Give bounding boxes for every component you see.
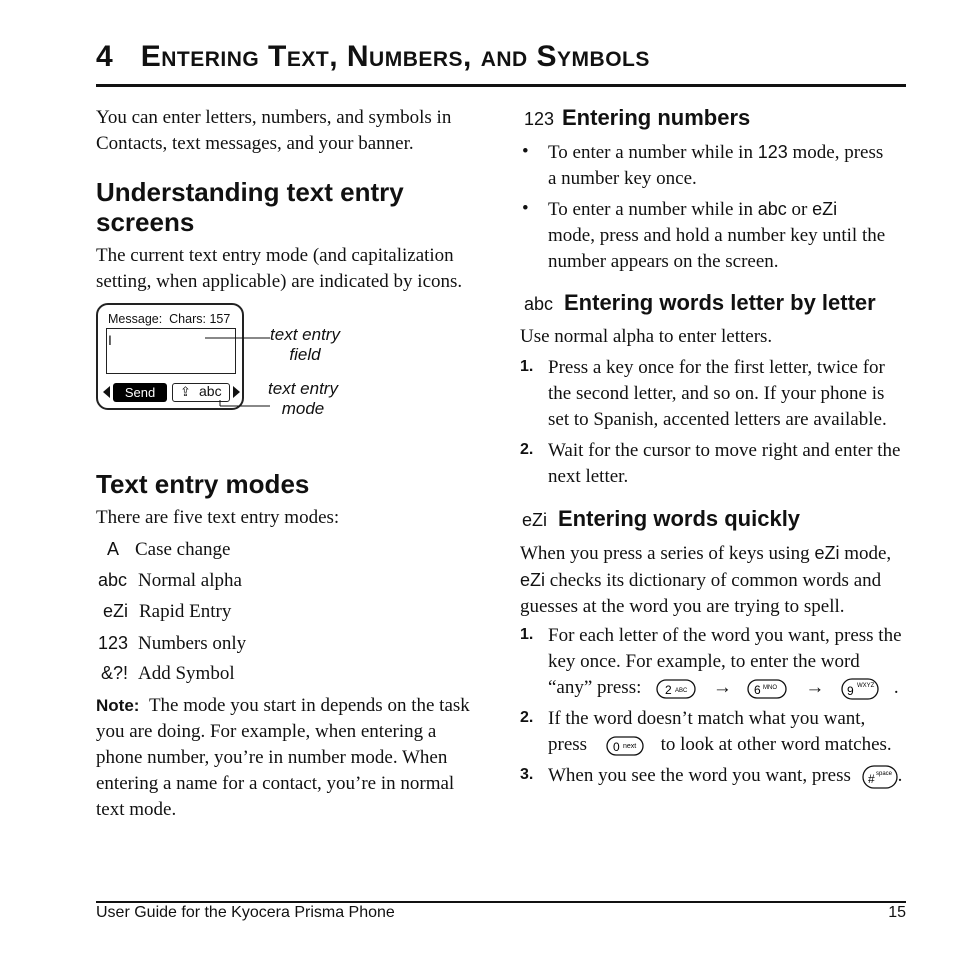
normal-alpha-icon: abc (98, 570, 128, 590)
key-letters: next (622, 742, 637, 750)
note-line: entering a name for a contact, you’re in normal (96, 773, 455, 794)
heading-letter-by-letter (524, 290, 876, 317)
key-2-icon (656, 679, 696, 699)
paragraph-text: When you press a series of keys using (520, 543, 810, 564)
mode-label: Normal alpha (138, 570, 242, 591)
note-line: The mode you start in depends on the task (148, 695, 470, 716)
step-item (548, 355, 887, 433)
key-number: 2 (665, 682, 672, 697)
list-item (101, 660, 235, 687)
callout-text-entry-field (264, 325, 346, 365)
bullet-text: mode, press (792, 142, 884, 163)
bullet-text: number appears on the screen. (548, 251, 779, 272)
section-title-modes: Text entry modes (96, 469, 310, 499)
add-symbol-icon: &?! (101, 663, 129, 683)
mode-label: Add Symbol (138, 663, 235, 684)
modes-intro: There are five text entry modes: (96, 507, 340, 528)
step-text: the second letter, and so on. If your phone is (548, 383, 885, 404)
step-item (548, 763, 902, 789)
note-line: you are doing. For example, when entering a (96, 721, 437, 742)
bullet-text: a number key once. (548, 168, 697, 189)
screen-cursor: I (108, 332, 112, 348)
callout-text-entry-mode (262, 379, 344, 419)
bullet-item (548, 139, 883, 192)
left-arrow-icon (102, 385, 112, 399)
chapter-heading (96, 40, 650, 74)
header-rule (96, 84, 906, 87)
footer-title: User Guide for the Kyocera Prisma Phone (96, 904, 395, 921)
key-hash-space-icon (862, 765, 898, 789)
screen-mode-text: abc (199, 383, 222, 399)
key-letters: ABC (675, 687, 688, 694)
page-number: 15 (888, 904, 906, 921)
callout-line: field (289, 345, 321, 364)
step-text: If the word doesn’t match what you want, (548, 708, 866, 729)
paragraph-text: checks its dictionary of common words and (549, 570, 882, 591)
list-item (103, 598, 231, 625)
heading-text: Entering words quickly (558, 506, 801, 531)
key-6-icon (747, 679, 787, 699)
heading-text: Entering numbers (562, 105, 751, 130)
heading-words-quickly (522, 506, 800, 533)
key-number: 9 (847, 683, 854, 698)
section-title-line: screens (96, 207, 195, 237)
step-item (548, 706, 892, 758)
intro-paragraph: You can enter letters, numbers, and symbols in Contacts, text messages, and your banner. (96, 107, 452, 154)
list-item (98, 630, 246, 657)
paragraph-text: mode, (844, 543, 892, 564)
step-item (548, 438, 901, 490)
key-letters: space (875, 770, 892, 777)
screen-header (108, 312, 230, 326)
key-number: 0 (612, 739, 620, 754)
key-letters: WXYZ (857, 682, 875, 689)
bullet-text: mode, press and hold a number key until the (548, 225, 886, 246)
step-text: key once. For example, to enter the word (548, 651, 860, 672)
numbers-only-icon: 123 (98, 633, 129, 653)
rapid-entry-icon: eZi (814, 543, 840, 563)
key-9-icon (841, 678, 879, 700)
key-0-next-icon (606, 736, 644, 756)
chapter-title: Entering Text, Numbers, and Symbols (140, 40, 650, 73)
screen-char-count: Chars: 157 (169, 312, 231, 326)
rapid-entry-icon: eZi (812, 199, 838, 219)
arrow-glyph: → (712, 677, 732, 698)
section-title-line: Understanding text entry (96, 177, 404, 207)
arrow-glyph: → (805, 677, 825, 698)
step-text: next letter. (548, 466, 629, 487)
period: . (897, 765, 903, 786)
step-text: “any” press: (548, 677, 642, 698)
bullet-marker: • (522, 141, 529, 162)
numbers-mode-icon: 123 (524, 109, 555, 129)
note-label: Note: (96, 696, 140, 715)
step-text: Wait for the cursor to move right and enter the (548, 440, 901, 461)
mode-label: Case change (135, 539, 231, 560)
bullet-item (548, 196, 885, 275)
numbers-mode-icon: 123 (757, 142, 788, 162)
step-text: For each letter of the word you want, press the (548, 625, 902, 646)
chapter-number: 4 (96, 40, 113, 73)
key-number: 6 (753, 682, 761, 697)
note-line: phone number, you’re in number mode. When (96, 747, 448, 768)
step-number: 1. (520, 626, 534, 643)
step-text: Press a key once for the first letter, twice for (548, 357, 885, 378)
step-text: to look at other word matches. (660, 734, 892, 755)
screen-send-softkey: Send (113, 383, 167, 402)
step-text: press (548, 734, 588, 755)
bullet-text: or (791, 199, 808, 220)
screen-header-left: Message: (108, 312, 163, 326)
normal-alpha-icon: abc (757, 199, 787, 219)
step-item (548, 623, 902, 701)
rapid-entry-icon: eZi (103, 601, 129, 621)
case-change-icon: A (107, 539, 120, 559)
key-letters: MNO (762, 684, 777, 691)
list-item (107, 536, 230, 563)
key-number: # (867, 771, 875, 786)
list-item (98, 567, 242, 594)
letter-intro: Use normal alpha to enter letters. (520, 326, 773, 347)
bullet-marker: • (522, 198, 529, 219)
step-number: 3. (520, 766, 534, 783)
heading-text: Entering words letter by letter (564, 290, 876, 315)
mode-label: Numbers only (138, 633, 247, 654)
caps-icon: ⇪ (180, 384, 191, 399)
section-title-understanding (96, 177, 404, 237)
callout-line: text entry (270, 325, 340, 344)
step-number: 1. (520, 358, 534, 375)
understanding-paragraph: The current text entry mode (and capitalization setting, when applicable) are indicated by icons. (96, 245, 463, 292)
note-paragraph (96, 693, 470, 823)
step-text: When you see the word you want, press (548, 765, 851, 786)
rapid-entry-icon: eZi (520, 570, 546, 590)
footer-rule (96, 901, 906, 903)
normal-alpha-icon: abc (524, 294, 554, 314)
step-number: 2. (520, 441, 534, 458)
callout-line: text entry (268, 379, 338, 398)
bullet-text: To enter a number while in (548, 142, 753, 163)
step-text: set to Spanish, accented letters are available. (548, 409, 887, 430)
paragraph-text: guesses at the word you are trying to spell. (520, 596, 845, 617)
rapid-entry-icon: eZi (522, 510, 548, 530)
callout-line: mode (281, 399, 325, 418)
bullet-text: To enter a number while in (548, 199, 753, 220)
quick-paragraph (520, 540, 891, 620)
heading-entering-numbers (524, 105, 750, 132)
note-line: text mode. (96, 799, 177, 820)
step-number: 2. (520, 709, 534, 726)
period: . (893, 677, 899, 698)
mode-label: Rapid Entry (139, 601, 232, 622)
